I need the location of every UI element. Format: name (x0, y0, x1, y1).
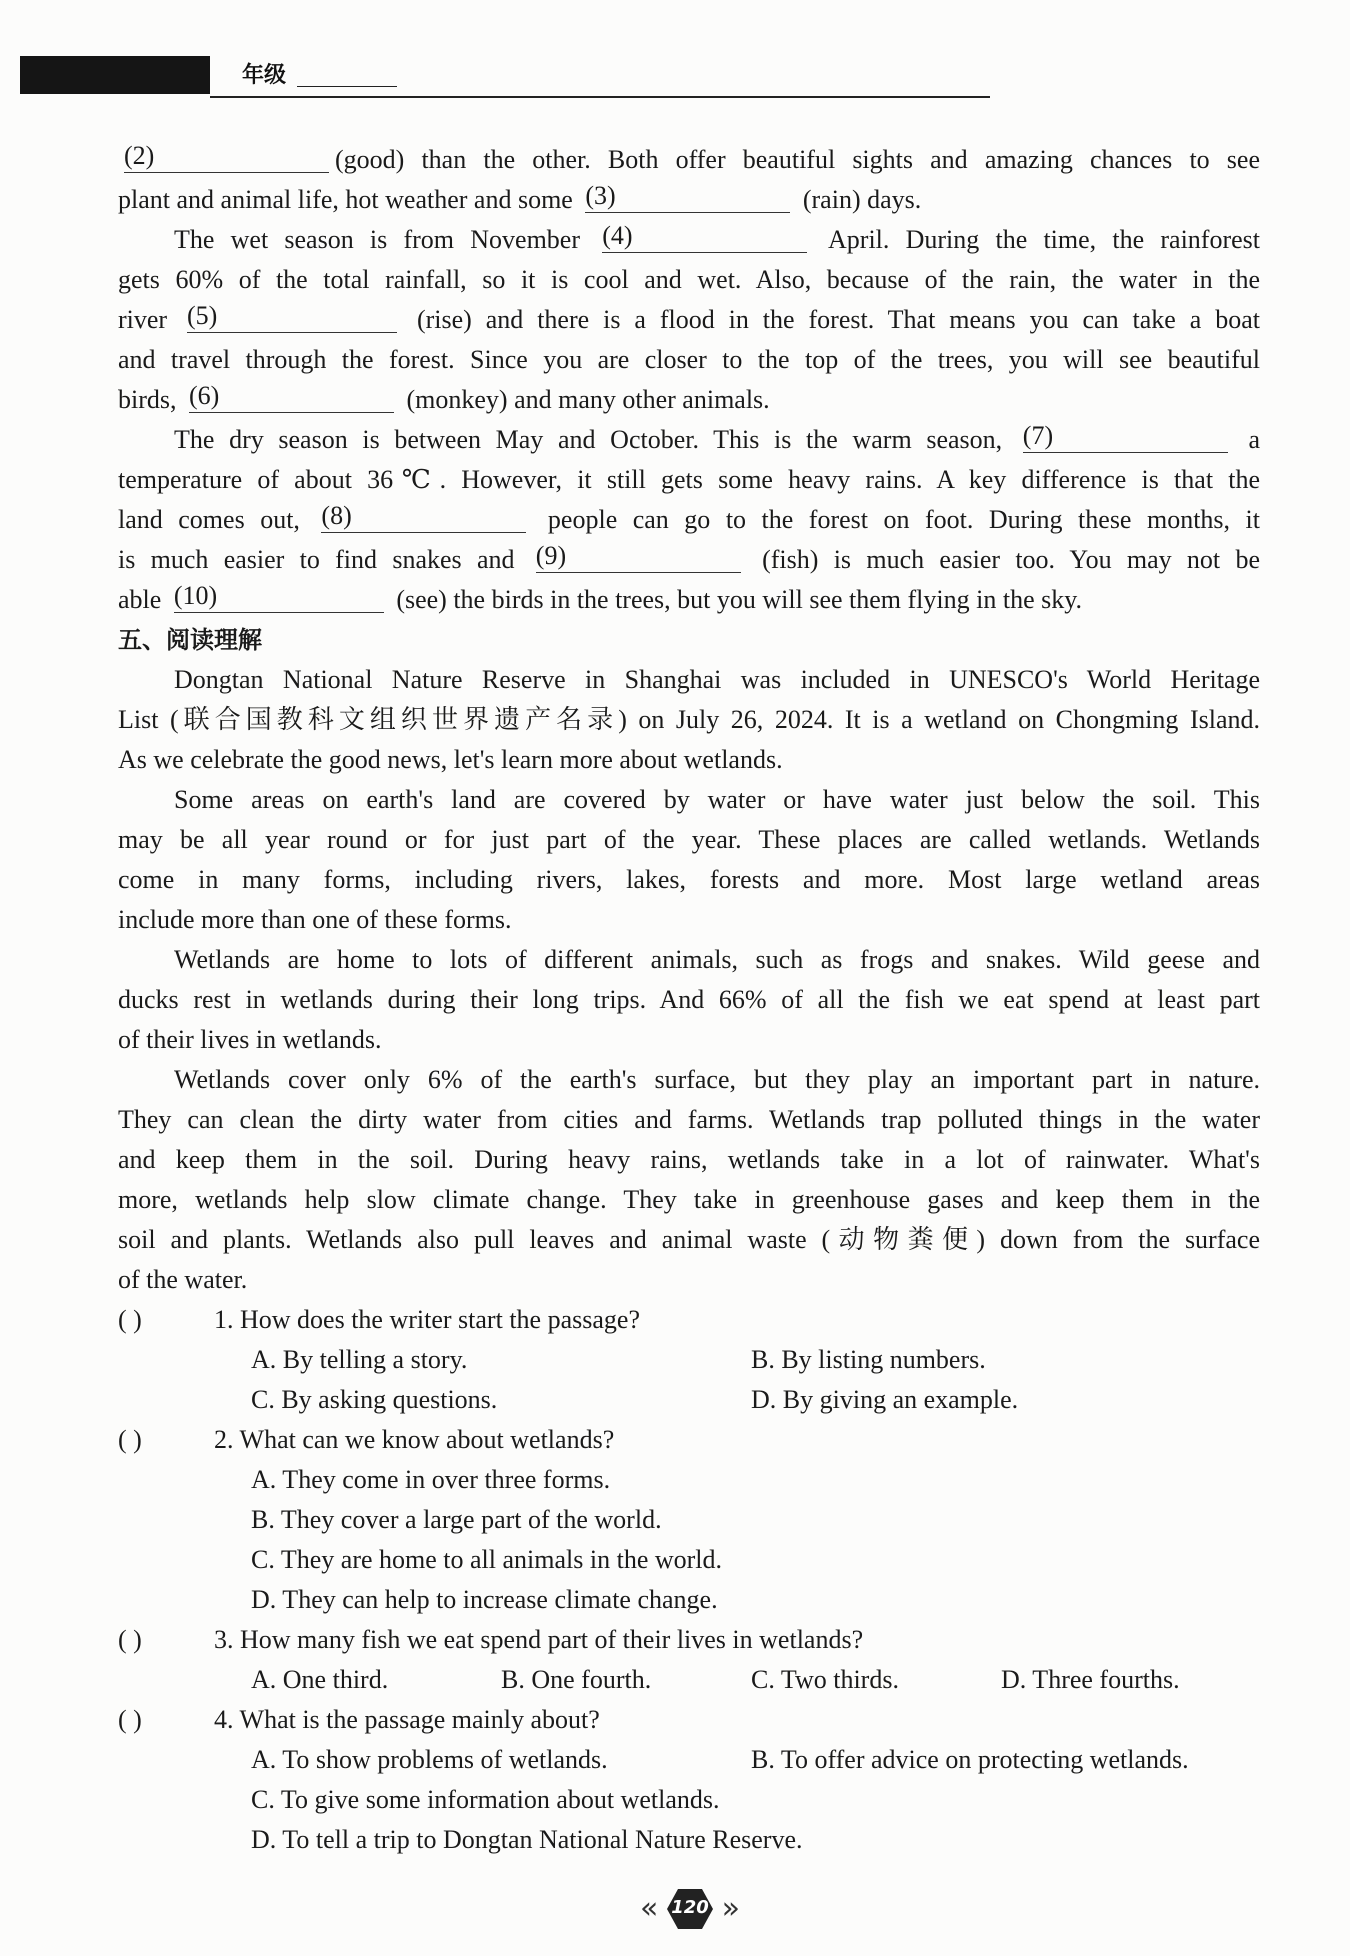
page-number: 120 (671, 1897, 709, 1918)
question-number: 2. (214, 1425, 234, 1454)
passage-line (118, 380, 1260, 420)
answer-blank[interactable]: (3) (585, 180, 790, 213)
passage-text: able (118, 585, 168, 614)
grade-blank (297, 86, 397, 87)
passage-text: a (1233, 425, 1260, 454)
question-stem: What is the passage mainly about? (239, 1705, 600, 1734)
reading-line: Wetlands cover only 6% of the earth's surface, but they play an important part in nature. (174, 1065, 1260, 1094)
passage-text: temperature of about 36℃. However, it still gets some heavy rains. A key difference is that the (118, 465, 1260, 494)
question-row (118, 1620, 1260, 1660)
passage-text: (monkey) and many other animals. (400, 385, 770, 414)
option-row (118, 1340, 1260, 1380)
passage-line (118, 300, 1260, 340)
option-row (118, 1460, 1260, 1500)
passage-line (118, 580, 1260, 620)
answer-option[interactable]: B. By listing numbers. (751, 1345, 986, 1374)
reading-line: Some areas on earth's land are covered by water or have water just below the soil. This (174, 785, 1260, 814)
answer-option[interactable]: B. One fourth. (501, 1665, 652, 1694)
reading-line: come in many forms, including rivers, lakes, forests and more. Most large wetland areas (118, 865, 1260, 894)
option-row (118, 1660, 1260, 1700)
passage-line (118, 500, 1260, 540)
section-title: 五、阅读理解 (118, 626, 262, 654)
page-number-badge (640, 1885, 740, 1935)
answer-option[interactable]: A. To show problems of wetlands. (251, 1745, 608, 1774)
question-number: 4. (214, 1705, 234, 1734)
passage-text: (fish) is much easier too. You may not be (746, 545, 1260, 574)
page-header (20, 56, 1220, 98)
reading-line: ducks rest in wetlands during their long trips. And 66% of all the fish we eat spend at least part (118, 985, 1260, 1014)
answer-option[interactable]: C. By asking questions. (251, 1385, 498, 1414)
content (118, 140, 1260, 1860)
passage-line (118, 140, 1260, 180)
passage-text: The wet season is from November (174, 225, 597, 254)
question-row (118, 1700, 1260, 1740)
answer-parentheses[interactable]: ( ) (118, 1625, 142, 1654)
passage-line (118, 340, 1260, 380)
answer-option[interactable]: C. To give some information about wetlands. (251, 1785, 720, 1814)
reading-line: Dongtan National Nature Reserve in Shanghai was included in UNESCO's World Heritage (174, 665, 1260, 694)
answer-option[interactable]: C. Two thirds. (751, 1665, 899, 1694)
answer-option[interactable]: B. To offer advice on protecting wetlands. (751, 1745, 1189, 1774)
passage-text: and travel through the forest. Since you are closer to the top of the trees, you will see beautiful (118, 345, 1260, 374)
answer-parentheses[interactable]: ( ) (118, 1705, 142, 1734)
option-row (118, 1580, 1260, 1620)
reading-line: include more than one of these forms. (118, 905, 512, 934)
passage-line (118, 460, 1260, 500)
passage-line (118, 420, 1260, 460)
reading-line: of the water. (118, 1265, 248, 1294)
passage-line (118, 260, 1260, 300)
question-stem: What can we know about wetlands? (239, 1425, 615, 1454)
answer-option[interactable]: D. To tell a trip to Dongtan National Nature Reserve. (251, 1825, 803, 1854)
answer-option[interactable]: B. They cover a large part of the world. (251, 1505, 662, 1534)
answer-blank[interactable]: (5) (187, 300, 397, 333)
passage-text: (see) the birds in the trees, but you will see them flying in the sky. (389, 585, 1083, 614)
grade-label: 年级 (242, 63, 287, 88)
passage-line (118, 540, 1260, 580)
answer-option[interactable]: D. Three fourths. (1001, 1665, 1180, 1694)
answer-option[interactable]: A. By telling a story. (251, 1345, 468, 1374)
reading-line: As we celebrate the good news, let's learn more about wetlands. (118, 745, 783, 774)
right-chevrons-icon: » (721, 1891, 740, 1926)
option-row (118, 1820, 1260, 1860)
passage-text: The dry season is between May and October. This is the warm season, (174, 425, 1017, 454)
option-row (118, 1380, 1260, 1420)
passage-text: April. During the time, the rainforest (813, 225, 1260, 254)
answer-blank[interactable]: (4) (602, 220, 807, 253)
passage-text: land comes out, (118, 505, 316, 534)
reading-line: may be all year round or for just part of the year. These places are called wetlands. Wetlands (118, 825, 1260, 854)
reading-line: Wetlands are home to lots of different animals, such as frogs and snakes. Wild geese and (174, 945, 1260, 974)
passage-text: (rise) and there is a flood in the forest. That means you can take a boat (403, 305, 1260, 334)
passage-text: people can go to the forest on foot. During these months, it (532, 505, 1260, 534)
answer-blank[interactable]: (6) (189, 380, 394, 413)
answer-parentheses[interactable]: ( ) (118, 1425, 142, 1454)
option-row (118, 1780, 1260, 1820)
passage-text: (rain) days. (796, 185, 922, 214)
passage-line (118, 180, 1260, 220)
header-black-bar (20, 56, 210, 94)
reading-line: They can clean the dirty water from cities and farms. Wetlands trap polluted things in the water (118, 1105, 1260, 1134)
reading-line: soil and plants. Wetlands also pull leaves and animal waste (动物粪便) down from the surface (118, 1225, 1260, 1254)
passage-text: is much easier to find snakes and (118, 545, 530, 574)
header-rule (210, 96, 990, 98)
answer-option[interactable]: A. They come in over three forms. (251, 1465, 611, 1494)
answer-option[interactable]: A. One third. (251, 1665, 389, 1694)
option-row (118, 1500, 1260, 1540)
answer-blank[interactable]: (8) (321, 500, 526, 533)
fill-in-passage (118, 140, 1260, 620)
passage-text: plant and animal life, hot weather and some (118, 185, 580, 214)
reading-line: of their lives in wetlands. (118, 1025, 382, 1054)
option-row (118, 1540, 1260, 1580)
question-row (118, 1300, 1260, 1340)
answer-option[interactable]: C. They are home to all animals in the world. (251, 1545, 723, 1574)
passage-text: river (118, 305, 182, 334)
question-stem: How many fish we eat spend part of their lives in wetlands? (240, 1625, 864, 1654)
left-chevrons-icon: « (640, 1891, 659, 1926)
reading-line: and keep them in the soil. During heavy rains, wetlands take in a lot of rainwater. What's (118, 1145, 1260, 1174)
reading-passage (118, 660, 1260, 1300)
passage-text: birds, (118, 385, 183, 414)
passage-text: gets 60% of the total rainfall, so it is cool and wet. Also, because of the rain, the water in the (118, 265, 1260, 294)
passage-text: (good) than the other. Both offer beautiful sights and amazing chances to see (335, 145, 1260, 174)
question-number: 1. (214, 1305, 234, 1334)
question-row (118, 1420, 1260, 1460)
question-number: 3. (214, 1625, 234, 1654)
option-row (118, 1740, 1260, 1780)
reading-line: more, wetlands help slow climate change. They take in greenhouse gases and keep them in the (118, 1185, 1260, 1214)
reading-line: List (联合国教科文组织世界遗产名录) on July 26, 2024. It is a wetland on Chongming Island. (118, 705, 1260, 734)
passage-line (118, 220, 1260, 260)
answer-option[interactable]: D. By giving an example. (751, 1385, 1019, 1414)
answer-blank[interactable]: (7) (1023, 420, 1228, 453)
answer-blank[interactable]: (2) (124, 140, 329, 173)
answer-parentheses[interactable]: ( ) (118, 1305, 142, 1334)
answer-blank[interactable]: (10) (174, 580, 384, 613)
question-list (118, 1300, 1260, 1860)
answer-option[interactable]: D. They can help to increase climate change. (251, 1585, 718, 1614)
answer-blank[interactable]: (9) (536, 540, 741, 573)
question-stem: How does the writer start the passage? (240, 1305, 640, 1334)
